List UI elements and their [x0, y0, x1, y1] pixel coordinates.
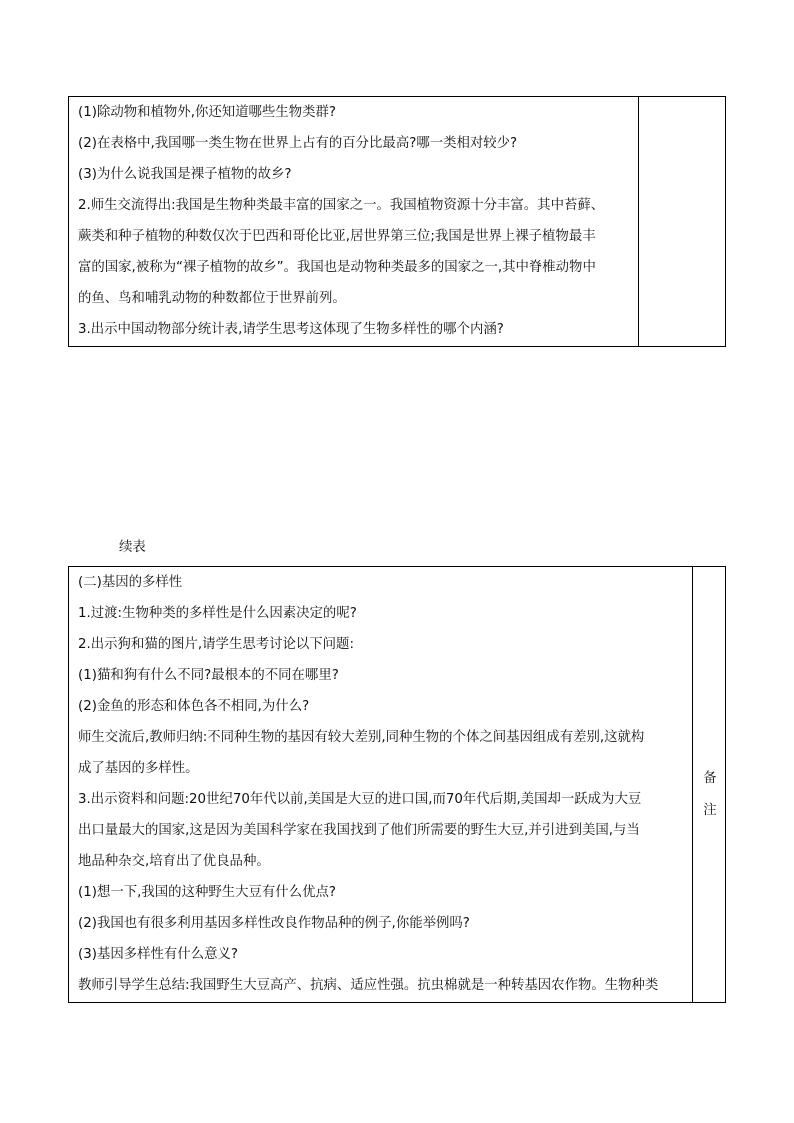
text-line: 3.出示资料和问题:20世纪70年代以前,美国是大豆的进口国,而70年代后期,美国却一跃成为大豆 [78, 792, 642, 807]
text-line: 蕨类和种子植物的种数仅次于巴西和哥伦比亚,居世界第三位;我国是世界上裸子植物最丰 [78, 229, 596, 244]
side-note-char: 备 [703, 771, 717, 786]
text-line: (1)除动物和植物外,你还知道哪些生物类群? [78, 105, 336, 120]
side-note-char: 注 [703, 803, 717, 818]
text-line: 教师引导学生总结:我国野生大豆高产、抗病、适应性强。抗虫棉就是一种转基因农作物。生物种类 [78, 978, 659, 993]
text-line: (3)为什么说我国是裸子植物的故乡? [78, 167, 292, 182]
table-2 [68, 566, 726, 1003]
text-line: (2)金鱼的形态和体色各不相同,为什么? [78, 699, 310, 714]
section-heading: (二)基因的多样性 [78, 575, 183, 590]
text-line: 1.过渡:生物种类的多样性是什么因素决定的呢? [78, 606, 357, 621]
text-line: 师生交流后,教师归纳:不同种生物的基因有较大差别,同种生物的个体之间基因组成有差别,这就构 [78, 730, 645, 745]
text-line: 地品种杂交,培育出了优良品种。 [78, 854, 270, 869]
text-line: (2)在表格中,我国哪一类生物在世界上占有的百分比最高?哪一类相对较少? [78, 136, 518, 151]
text-line: 富的国家,被称为“裸子植物的故乡”。我国也是动物种类最多的国家之一,其中脊椎动物中 [78, 260, 596, 275]
table-2-content-cell [69, 567, 693, 1002]
text-line: 的鱼、鸟和哺乳动物的种数都位于世界前列。 [78, 291, 346, 306]
text-line: 2.出示狗和猫的图片,请学生思考讨论以下问题: [78, 637, 354, 652]
text-line: (2)我国也有很多利用基因多样性改良作物品种的例子,你能举例吗? [78, 916, 470, 931]
text-line: 3.出示中国动物部分统计表,请学生思考这体现了生物多样性的哪个内涵? [78, 322, 504, 337]
text-line: 2.师生交流得出:我国是生物种类最丰富的国家之一。我国植物资源十分丰富。其中苔藓、 [78, 198, 605, 213]
table-1-content-cell [69, 97, 639, 346]
text-line: (1)想一下,我国的这种野生大豆有什么优点? [78, 885, 336, 900]
text-line: 出口量最大的国家,这是因为美国科学家在我国找到了他们所需要的野生大豆,并引进到美国,与当 [78, 823, 640, 838]
text-line: 成了基因的多样性。 [78, 761, 199, 776]
text-line: (3)基因多样性有什么意义? [78, 947, 238, 962]
side-note [700, 763, 720, 827]
table-1 [68, 96, 726, 347]
text-line: (1)猫和狗有什么不同?最根本的不同在哪里? [78, 668, 339, 683]
table-caption: 续表 [119, 540, 146, 555]
